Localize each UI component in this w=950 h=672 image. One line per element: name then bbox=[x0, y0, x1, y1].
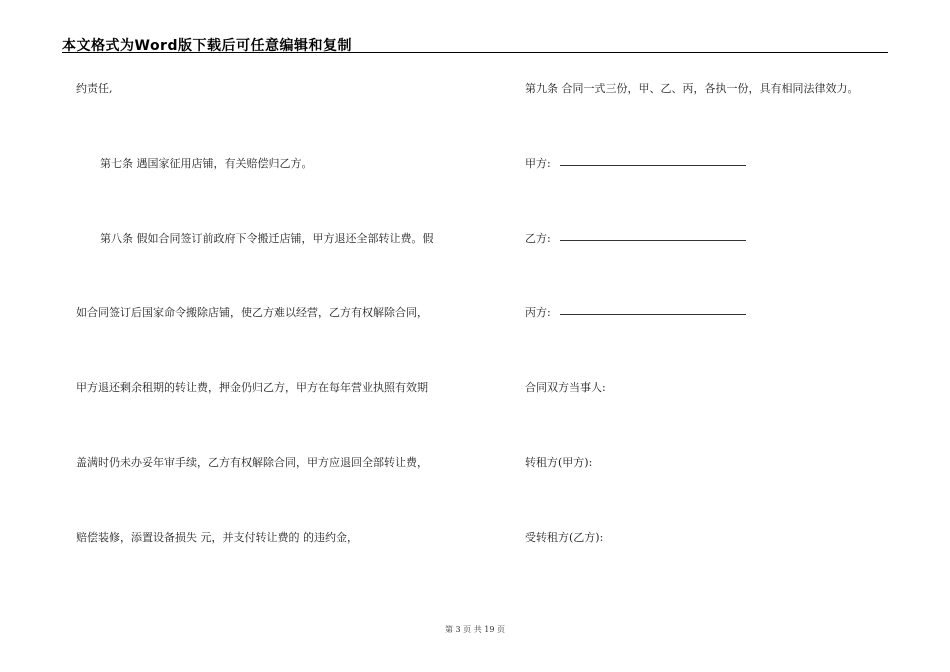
party-b-row bbox=[525, 230, 551, 246]
party-a-label: 甲方: bbox=[525, 157, 551, 170]
left-line-2: 第七条 遇国家征用店铺，有关赔偿归乙方。 bbox=[100, 157, 313, 170]
party-c-signature-line bbox=[560, 314, 746, 315]
header-divider bbox=[62, 52, 888, 53]
party-a-signature-line bbox=[560, 165, 746, 166]
page-header-title: 本文格式为Word版下载后可任意编辑和复制 bbox=[62, 38, 352, 54]
page-footer: 第 3 页 共 19 页 bbox=[445, 625, 505, 634]
sublessor-label: 转租方(甲方): bbox=[525, 456, 593, 469]
party-c-row bbox=[525, 304, 551, 320]
left-line-7: 赔偿装修，添置设备损失 元，并支付转让费的 的违约金， bbox=[76, 531, 358, 544]
sublessee-label: 受转租方(乙方): bbox=[525, 531, 604, 544]
left-line-6: 盖满时仍未办妥年审手续，乙方有权解除合同，甲方应退回全部转让费， bbox=[76, 456, 428, 469]
left-line-4: 如合同签订后国家命令搬除店铺，使乙方难以经营，乙方有权解除合同， bbox=[76, 306, 428, 319]
clause-nine: 第九条 合同一式三份，甲、乙、丙，各执一份，具有相同法律效力。 bbox=[525, 82, 859, 95]
contract-parties-label: 合同双方当事人: bbox=[525, 381, 606, 394]
left-line-5: 甲方退还剩余租期的转让费，押金仍归乙方，甲方在每年营业执照有效期 bbox=[76, 381, 428, 394]
party-b-label: 乙方: bbox=[525, 232, 551, 245]
left-line-1: 约责任, bbox=[76, 82, 113, 95]
party-c-label: 丙方: bbox=[525, 306, 551, 319]
party-b-signature-line bbox=[560, 240, 746, 241]
left-line-3: 第八条 假如合同签订前政府下令搬迁店铺，甲方退还全部转让费。假 bbox=[100, 232, 434, 245]
party-a-row bbox=[525, 155, 551, 171]
